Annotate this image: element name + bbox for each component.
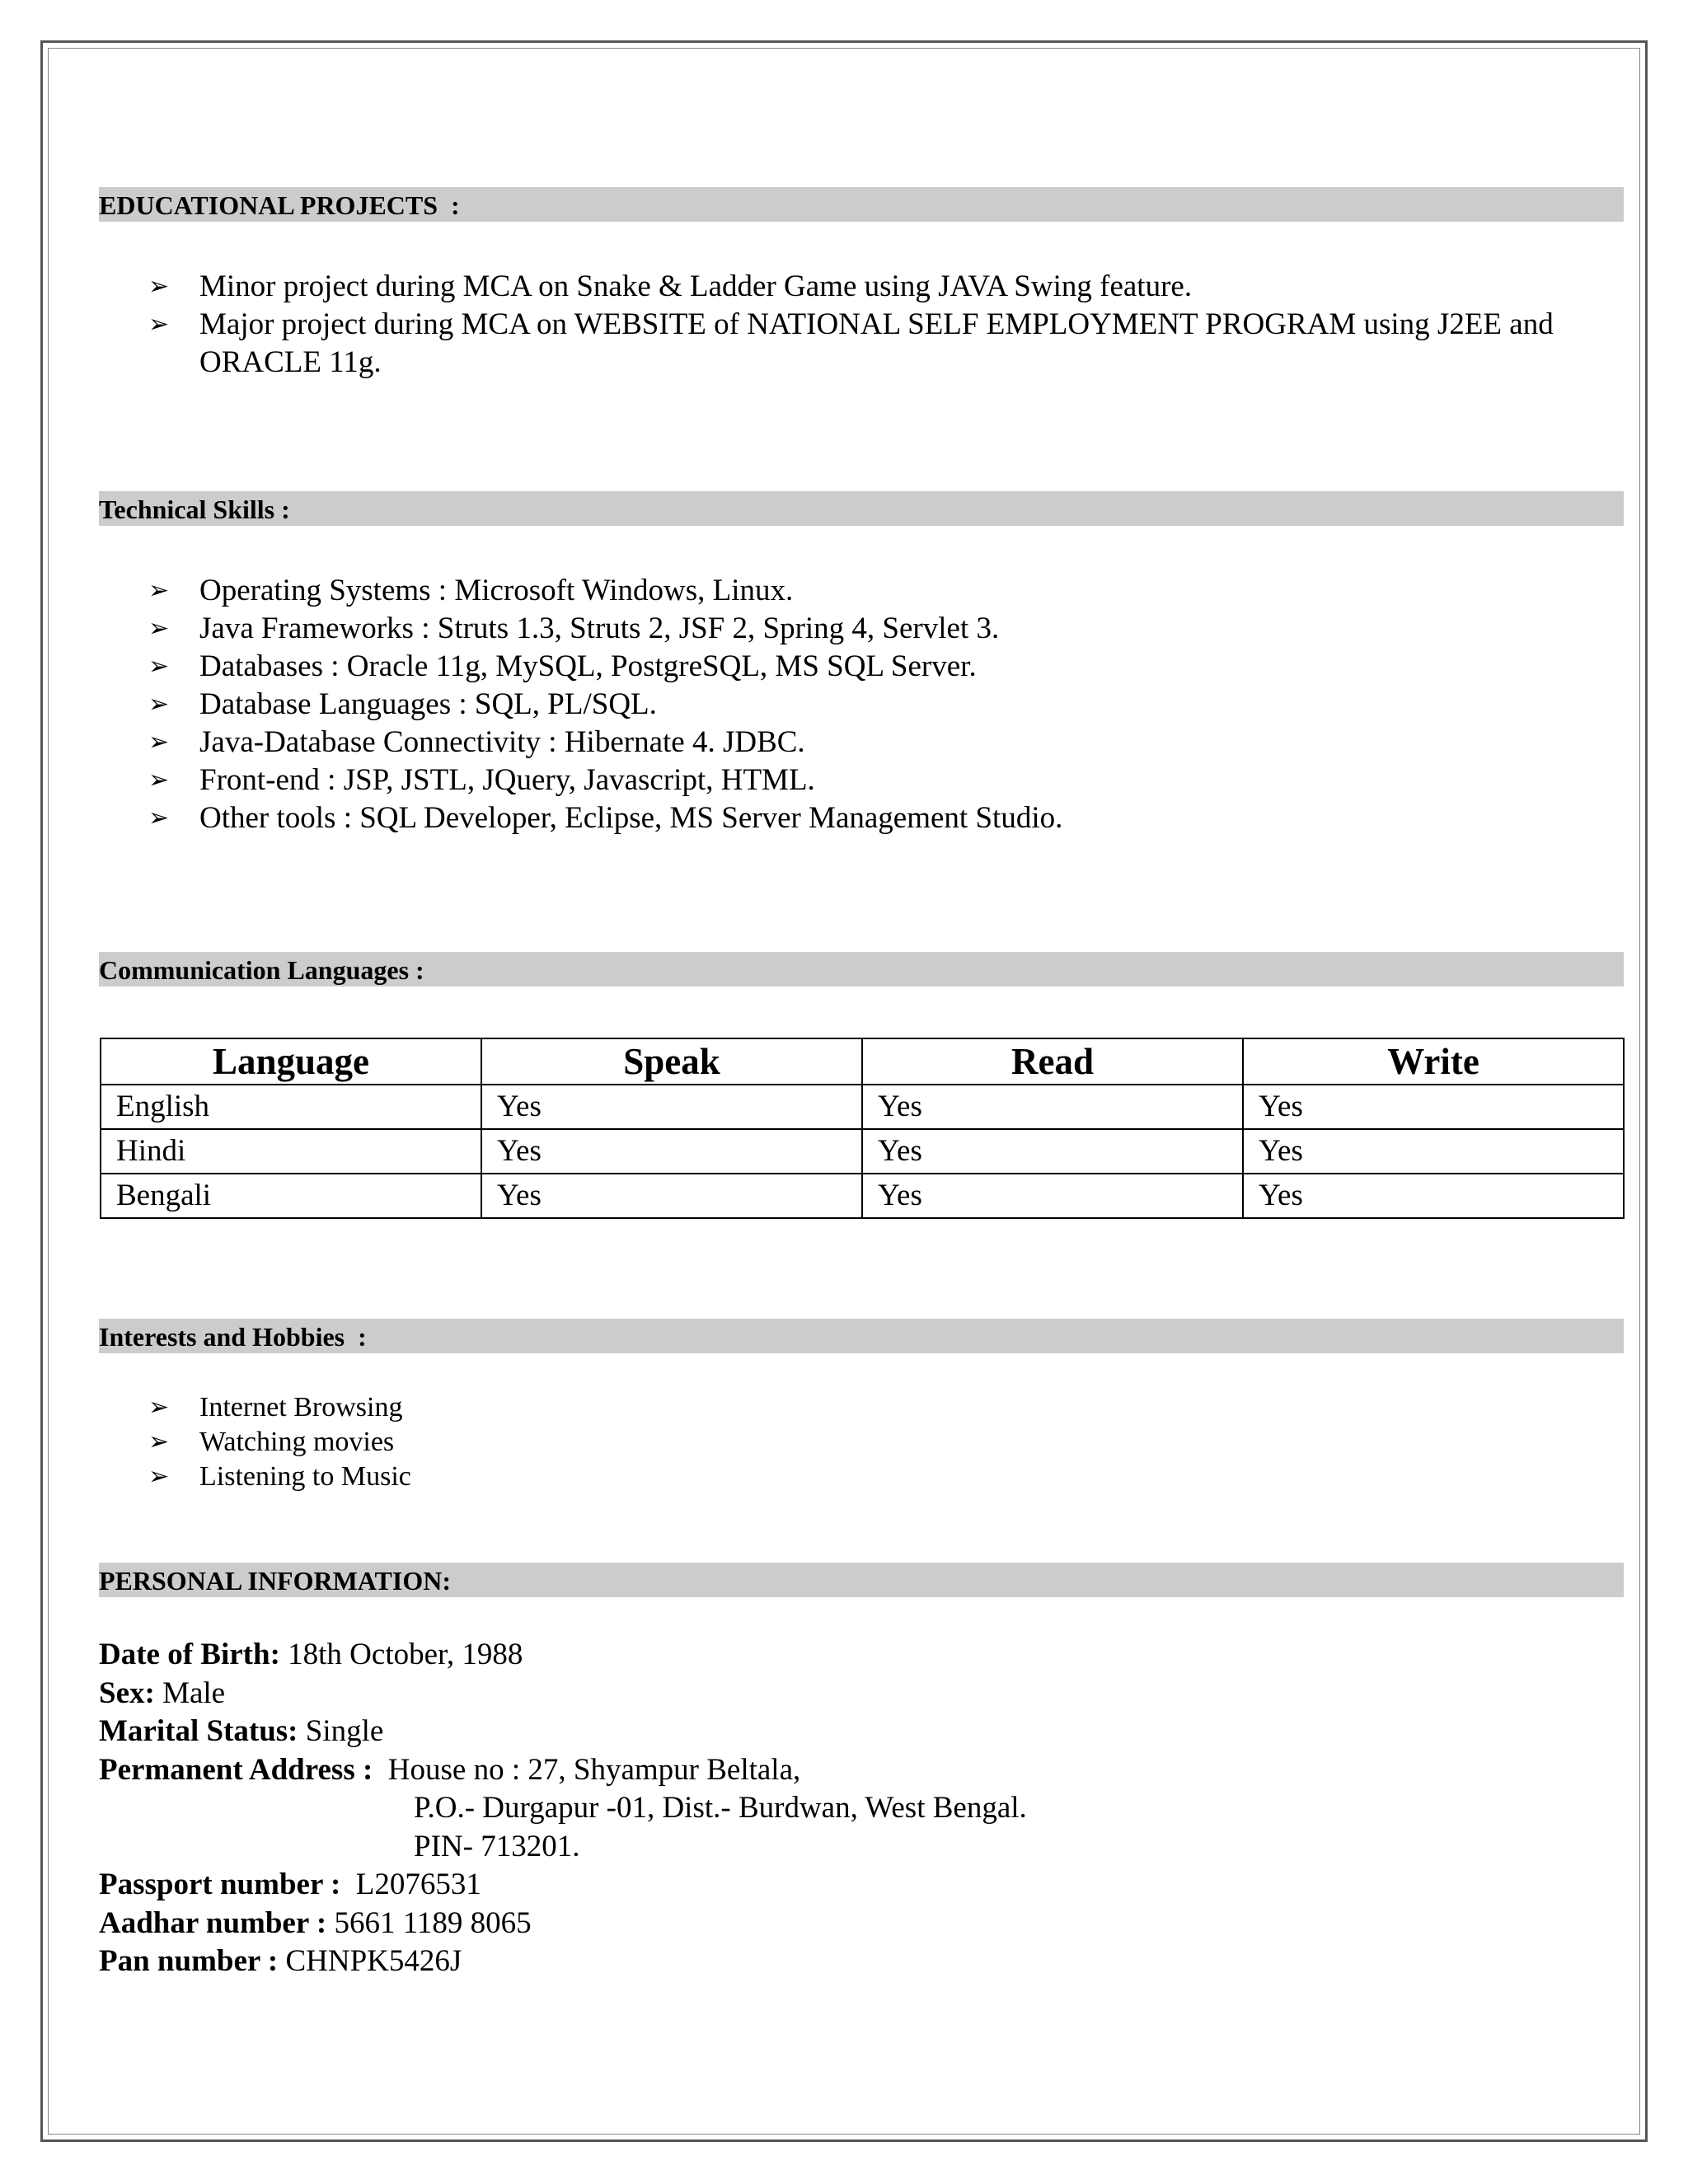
- table-cell: Yes: [862, 1129, 1243, 1174]
- table-cell: Yes: [481, 1085, 862, 1129]
- aadhar-value: 5661 1189 8065: [334, 1905, 532, 1940]
- table-cell: Yes: [1243, 1129, 1624, 1174]
- list-item: ➢ Internet Browsing: [148, 1390, 1632, 1425]
- arrow-bullet-icon: ➢: [148, 690, 170, 719]
- educational-projects-heading: EDUCATIONAL PROJECTS :: [99, 187, 1624, 222]
- address-row: [99, 1751, 1624, 1790]
- pan-row: [99, 1943, 1624, 1981]
- technical-skills-heading: Technical Skills :: [99, 491, 1624, 526]
- educational-projects-list: [148, 268, 1632, 382]
- list-item: ➢ Database Languages : SQL, PL/SQL.: [148, 686, 1632, 724]
- list-item: ➢ Front-end : JSP, JSTL, JQuery, Javascript, HTML.: [148, 762, 1632, 799]
- aadhar-row: [99, 1905, 1624, 1943]
- dob-label: Date of Birth:: [99, 1638, 280, 1671]
- table-cell: Hindi: [101, 1129, 481, 1174]
- interests-hobbies-heading: Interests and Hobbies :: [99, 1319, 1624, 1353]
- table-row: [101, 1174, 1624, 1218]
- arrow-bullet-icon: ➢: [148, 614, 170, 643]
- arrow-bullet-icon: ➢: [148, 1427, 170, 1456]
- arrow-bullet-icon: ➢: [148, 652, 170, 681]
- list-item: ➢ Major project during MCA on WEBSITE of NATIONAL SELF EMPLOYMENT PROGRAM using J2EE and ORACLE 11g.: [148, 307, 1554, 379]
- pan-label: Pan number :: [99, 1944, 279, 1978]
- sex-row: [99, 1675, 1624, 1713]
- table-cell: Yes: [862, 1174, 1243, 1218]
- arrow-bullet-icon: ➢: [148, 272, 170, 301]
- table-header-row: [101, 1038, 1624, 1085]
- personal-information-block: [99, 1636, 1624, 1981]
- list-item: ➢ Java Frameworks : Struts 1.3, Struts 2, JSF 2, Spring 4, Servlet 3.: [148, 610, 1632, 648]
- pan-value: CHNPK5426J: [285, 1944, 462, 1978]
- list-item: ➢ Databases : Oracle 11g, MySQL, PostgreSQL, MS SQL Server.: [148, 648, 1632, 686]
- table-row: [101, 1129, 1624, 1174]
- sex-value: Male: [162, 1675, 226, 1710]
- passport-row: [99, 1866, 1624, 1905]
- address-label: Permanent Address :: [99, 1752, 373, 1787]
- list-item: ➢ Other tools : SQL Developer, Eclipse, MS Server Management Studio.: [148, 799, 1632, 837]
- list-item: ➢ Operating Systems : Microsoft Windows, Linux.: [148, 572, 1632, 610]
- communication-languages-heading: Communication Languages :: [99, 952, 1624, 987]
- arrow-bullet-icon: ➢: [148, 1462, 170, 1491]
- passport-value: L2076531: [355, 1868, 481, 1901]
- arrow-bullet-icon: ➢: [148, 576, 170, 605]
- table-cell: Yes: [1243, 1174, 1624, 1218]
- dob-value: 18th October, 1988: [288, 1638, 523, 1671]
- table-cell: Bengali: [101, 1174, 481, 1218]
- arrow-bullet-icon: ➢: [148, 728, 170, 757]
- list-item: ➢ Minor project during MCA on Snake & Ladder Game using JAVA Swing feature.: [148, 268, 1632, 306]
- arrow-bullet-icon: ➢: [148, 1393, 170, 1422]
- dob-row: [99, 1636, 1624, 1675]
- arrow-bullet-icon: ➢: [148, 804, 170, 832]
- interests-list: [148, 1390, 1632, 1494]
- list-item: ➢ Java-Database Connectivity : Hibernate 4. JDBC.: [148, 724, 1632, 762]
- list-item: ➢ Watching movies: [148, 1425, 1632, 1460]
- passport-label: Passport number :: [99, 1868, 341, 1901]
- list-item: ➢ Listening to Music: [148, 1460, 1632, 1494]
- table-cell: Yes: [1243, 1085, 1624, 1129]
- address-line-2: P.O.- Durgapur -01, Dist.- Burdwan, West Bengal.: [414, 1791, 1027, 1825]
- languages-table: [100, 1038, 1625, 1219]
- personal-information-heading: PERSONAL INFORMATION:: [99, 1563, 1624, 1597]
- aadhar-label: Aadhar number :: [99, 1905, 327, 1940]
- sex-label: Sex:: [99, 1675, 155, 1710]
- marital-status-label: Marital Status:: [99, 1714, 298, 1748]
- table-row: [101, 1085, 1624, 1129]
- table-cell: Yes: [481, 1174, 862, 1218]
- column-header-write: Write: [1243, 1038, 1624, 1085]
- marital-status-row: [99, 1713, 1624, 1751]
- column-header-language: Language: [101, 1038, 481, 1085]
- arrow-bullet-icon: ➢: [148, 766, 170, 794]
- arrow-bullet-icon: ➢: [148, 310, 170, 339]
- table-cell: English: [101, 1085, 481, 1129]
- table-cell: Yes: [862, 1085, 1243, 1129]
- marital-status-value: Single: [305, 1714, 384, 1748]
- technical-skills-list: [148, 572, 1632, 837]
- address-line-3: PIN- 713201.: [414, 1829, 580, 1863]
- column-header-read: Read: [862, 1038, 1243, 1085]
- table-cell: Yes: [481, 1129, 862, 1174]
- column-header-speak: Speak: [481, 1038, 862, 1085]
- address-line-1: House no : 27, Shyampur Beltala,: [387, 1752, 801, 1787]
